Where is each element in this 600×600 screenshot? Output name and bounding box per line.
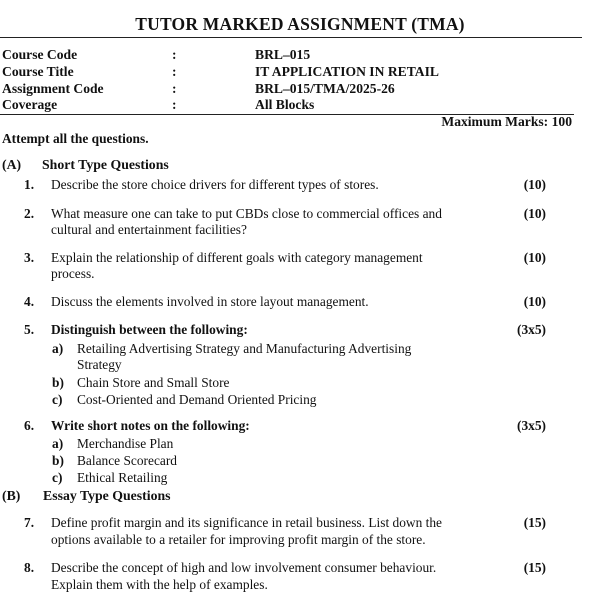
- sub-item-label: a): [52, 436, 64, 451]
- question-marks: (10): [523, 206, 546, 221]
- question-marks: (10): [523, 250, 546, 265]
- question-text: What measure one can take to put CBDs close to commercial offices and: [51, 206, 442, 221]
- sub-item-text: Balance Scorecard: [77, 453, 177, 468]
- sub-item-text: Strategy: [77, 357, 122, 372]
- question-number: 6.: [24, 418, 35, 433]
- question-number: 5.: [24, 322, 35, 337]
- question-number: 3.: [24, 250, 35, 265]
- question-text: Define profit margin and its significance in retail business. List down the: [51, 515, 442, 530]
- meta-label-coverage: Coverage: [2, 97, 58, 112]
- max-marks: Maximum Marks: 100: [441, 114, 572, 129]
- question-marks: (3x5): [516, 418, 546, 433]
- question-text: Distinguish between the following:: [51, 322, 248, 337]
- question-number: 8.: [24, 560, 35, 575]
- question-number: 4.: [24, 294, 35, 309]
- meta-colon: :: [172, 97, 177, 112]
- question-text: Explain the relationship of different goals with category management: [51, 250, 423, 265]
- question-text: Explain them with the help of examples.: [51, 577, 268, 592]
- section-b-label: (B): [2, 488, 21, 503]
- sub-item-label: a): [52, 341, 64, 356]
- question-text: Describe the store choice drivers for different types of stores.: [51, 177, 379, 192]
- meta-colon: :: [172, 64, 177, 79]
- meta-value-assignment-code: BRL–015/TMA/2025-26: [255, 81, 395, 96]
- instruction: Attempt all the questions.: [2, 131, 149, 146]
- question-marks: (10): [523, 294, 546, 309]
- sub-item-text: Ethical Retailing: [77, 470, 168, 485]
- question-text: Describe the concept of high and low involvement consumer behaviour.: [51, 560, 437, 575]
- meta-label-course-title: Course Title: [2, 64, 74, 79]
- sub-item-label: b): [52, 453, 64, 468]
- question-text: options available to a retailer for improving profit margin of the store.: [51, 532, 426, 547]
- meta-label-course-code: Course Code: [2, 47, 78, 62]
- question-number: 2.: [24, 206, 35, 221]
- question-marks: (3x5): [516, 322, 546, 337]
- question-text: cultural and entertainment facilities?: [51, 222, 247, 237]
- sub-item-label: b): [52, 375, 64, 390]
- meta-value-course-title: IT APPLICATION IN RETAIL: [255, 64, 439, 79]
- question-marks: (10): [523, 177, 546, 192]
- title-underline: [0, 37, 582, 38]
- sub-item-text: Chain Store and Small Store: [77, 375, 230, 390]
- page-title: TUTOR MARKED ASSIGNMENT (TMA): [135, 14, 465, 34]
- sub-item-text: Cost-Oriented and Demand Oriented Pricing: [77, 392, 317, 407]
- question-number: 7.: [24, 515, 35, 530]
- question-text: process.: [51, 266, 95, 281]
- question-text: Write short notes on the following:: [51, 418, 250, 433]
- question-number: 1.: [24, 177, 35, 192]
- meta-colon: :: [172, 47, 177, 62]
- question-text: Discuss the elements involved in store layout management.: [51, 294, 369, 309]
- sub-item-text: Retailing Advertising Strategy and Manufacturing Advertising: [77, 341, 412, 356]
- meta-label-assignment-code: Assignment Code: [2, 81, 104, 96]
- question-marks: (15): [523, 515, 546, 530]
- sub-item-label: c): [52, 392, 63, 407]
- section-a-label: (A): [2, 157, 22, 172]
- meta-value-coverage: All Blocks: [255, 97, 315, 112]
- sub-item-text: Merchandise Plan: [77, 436, 174, 451]
- sub-item-label: c): [52, 470, 63, 485]
- meta-value-course-code: BRL–015: [255, 47, 311, 62]
- meta-colon: :: [172, 81, 177, 96]
- section-a-title: Short Type Questions: [42, 157, 169, 172]
- section-b-title: Essay Type Questions: [43, 488, 171, 503]
- question-marks: (15): [523, 560, 546, 575]
